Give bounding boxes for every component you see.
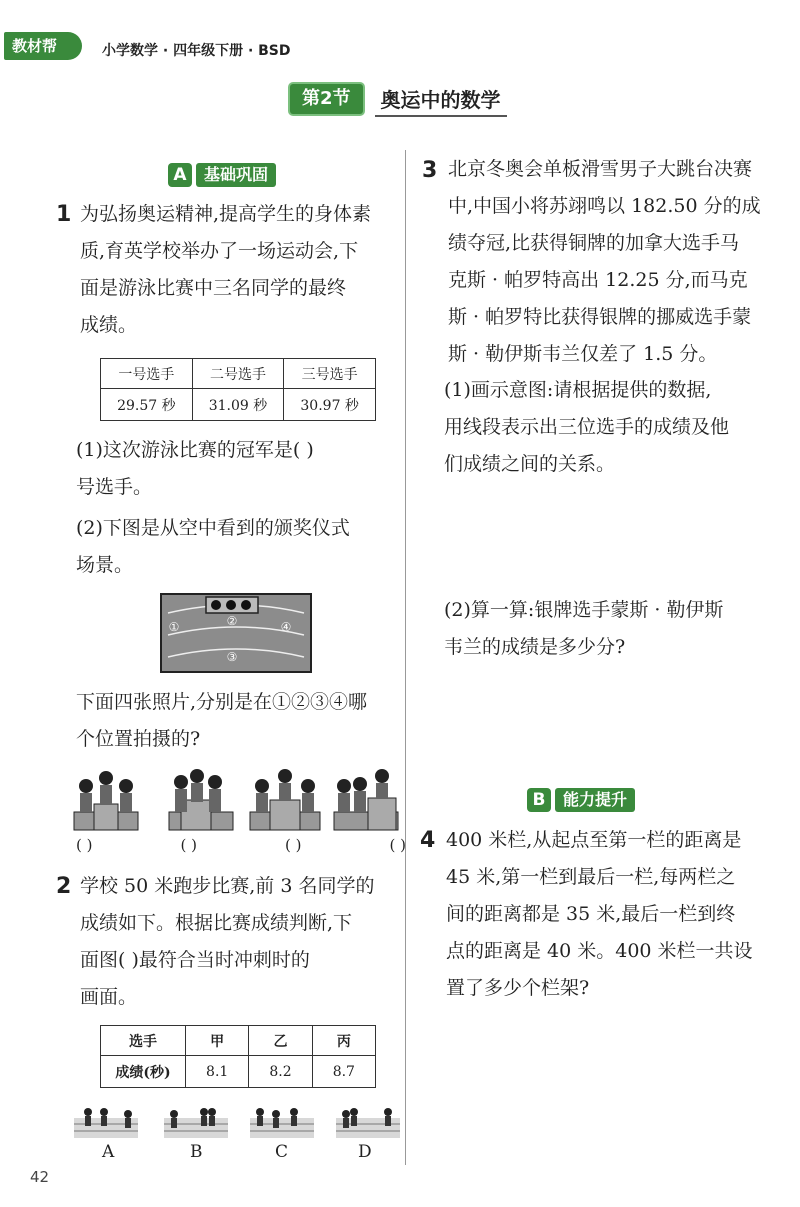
section-label: 第2节 <box>290 84 363 114</box>
section-a-letter: A <box>168 163 192 187</box>
question-3-sub1 <box>444 372 794 483</box>
table-cell: 29.57 秒 <box>101 389 193 421</box>
q1-line: 为弘扬奥运精神,提高学生的身体素 <box>80 203 372 225</box>
sprint-image-a <box>74 1108 138 1138</box>
podium-photo-3 <box>250 769 320 830</box>
q3-line: 中,中国小将苏翊鸣以 182.50 分的成 <box>448 195 761 217</box>
q1-photo-line: 个位置拍摄的? <box>76 728 201 750</box>
table-cell: 31.09 秒 <box>192 389 284 421</box>
column-divider <box>405 150 406 1165</box>
podium-photo-4 <box>334 769 398 830</box>
question-2-text <box>80 868 402 1016</box>
brand-badge: 教材帮 <box>4 32 82 60</box>
q3-sub2-line: 韦兰的成绩是多少分? <box>444 636 626 658</box>
question-3-number: 3 <box>422 158 438 183</box>
question-4-number: 4 <box>420 828 436 853</box>
award-ceremony-diagram <box>160 593 312 673</box>
table-cell: 成绩(秒) <box>101 1056 186 1088</box>
q1-line: 面是游泳比赛中三名同学的最终 <box>80 277 347 299</box>
photo-answer-row <box>76 836 406 854</box>
breadcrumb: 小学数学 · 四年级下册 · BSD <box>102 43 291 59</box>
position-3-label: ③ <box>226 650 238 664</box>
q2-line: 画面。 <box>80 986 138 1008</box>
photo-answer-blank[interactable]: ( ) <box>76 836 93 854</box>
q1-sub2-line: (2)下图是从空中看到的颁奖仪式 <box>76 517 350 539</box>
table-header-cell: 一号选手 <box>101 359 193 389</box>
table-cell: 8.7 <box>312 1056 375 1088</box>
section-a-name: 基础巩固 <box>196 163 276 187</box>
q3-line: 斯 · 帕罗特比获得银牌的挪威选手蒙 <box>448 306 752 328</box>
option-b-label: B <box>190 1142 203 1162</box>
section-b-letter: B <box>527 788 551 812</box>
table-header-cell: 乙 <box>249 1026 312 1056</box>
q4-line: 间的距离都是 35 米,最后一栏到终 <box>446 903 736 925</box>
table-header-cell: 二号选手 <box>192 359 284 389</box>
page-number: 42 <box>30 1168 50 1186</box>
sprint-image-b <box>164 1108 228 1138</box>
q1-sub1-line: 号选手。 <box>76 476 153 498</box>
q3-line: 斯 · 勒伊斯韦兰仅差了 1.5 分。 <box>448 343 718 365</box>
question-1-number: 1 <box>56 202 72 227</box>
question-1-sub2 <box>76 510 400 584</box>
q4-line: 400 米栏,从起点至第一栏的距离是 <box>446 829 742 851</box>
question-4-text <box>446 822 794 1007</box>
question-3-sub2 <box>444 592 794 666</box>
option-c-label: C <box>275 1142 289 1162</box>
q1-photo-line: 下面四张照片,分别是在①②③④哪 <box>76 691 368 713</box>
table-cell: 8.2 <box>249 1056 312 1088</box>
q3-sub2-line: (2)算一算:银牌选手蒙斯 · 勒伊斯 <box>444 599 724 621</box>
q2-line: 面图( )最符合当时冲刺时的 <box>80 949 310 971</box>
option-d-label: D <box>358 1142 372 1162</box>
option-a-label: A <box>102 1142 115 1162</box>
question-2-number: 2 <box>56 874 72 899</box>
photo-answer-blank[interactable]: ( ) <box>180 836 197 854</box>
q1-sub2-line: 场景。 <box>76 554 134 576</box>
table-cell: 30.97 秒 <box>284 389 376 421</box>
question-1-photo-prompt <box>76 684 400 758</box>
photo-answer-blank[interactable]: ( ) <box>389 836 406 854</box>
position-2-label: ② <box>226 614 238 628</box>
page-title: 奥运中的数学 <box>375 82 507 117</box>
table-header-cell: 甲 <box>186 1026 249 1056</box>
position-4-label: ④ <box>280 620 292 634</box>
sprint-image-d <box>336 1108 400 1138</box>
position-1-label: ① <box>168 620 180 634</box>
photo-answer-blank[interactable]: ( ) <box>285 836 302 854</box>
q2-line: 成绩如下。根据比赛成绩判断,下 <box>80 912 353 934</box>
q3-sub1-line: (1)画示意图:请根据提供的数据, <box>444 379 712 401</box>
q1-line: 成绩。 <box>80 314 138 336</box>
table-header-cell: 丙 <box>312 1026 375 1056</box>
sprint-images <box>70 1104 402 1140</box>
section-heading <box>290 84 507 114</box>
sprint-image-c <box>250 1108 314 1138</box>
section-b-tag <box>527 787 635 813</box>
q3-line: 北京冬奥会单板滑雪男子大跳台决赛 <box>448 158 753 180</box>
q3-sub1-line: 用线段表示出三位选手的成绩及他 <box>444 416 730 438</box>
section-b-name: 能力提升 <box>555 788 635 812</box>
q4-line: 置了多少个栏架? <box>446 977 590 999</box>
table-header-cell: 三号选手 <box>284 359 376 389</box>
q3-sub1-line: 们成绩之间的关系。 <box>444 453 616 475</box>
section-a-tag <box>168 162 276 188</box>
run-results-table <box>100 1025 376 1088</box>
q4-line: 45 米,第一栏到最后一栏,每两栏之 <box>446 866 736 888</box>
q3-line: 克斯 · 帕罗特高出 12.25 分,而马克 <box>448 269 748 291</box>
question-3-text <box>448 151 794 373</box>
swim-results-table <box>100 358 376 421</box>
q3-line: 绩夺冠,比获得铜牌的加拿大选手马 <box>448 232 740 254</box>
q1-line: 质,育英学校举办了一场运动会,下 <box>80 240 359 262</box>
question-1-sub1 <box>76 432 400 506</box>
question-1-text <box>80 196 400 344</box>
podium-photo-2 <box>169 769 233 830</box>
podium-photo-1 <box>74 771 138 830</box>
table-header-cell: 选手 <box>101 1026 186 1056</box>
table-cell: 8.1 <box>186 1056 249 1088</box>
q4-line: 点的距离是 40 米。400 米栏一共设 <box>446 940 753 962</box>
podium-photos <box>72 768 402 834</box>
q2-line: 学校 50 米跑步比赛,前 3 名同学的 <box>80 875 375 897</box>
q1-sub1-line: (1)这次游泳比赛的冠军是( ) <box>76 439 314 461</box>
